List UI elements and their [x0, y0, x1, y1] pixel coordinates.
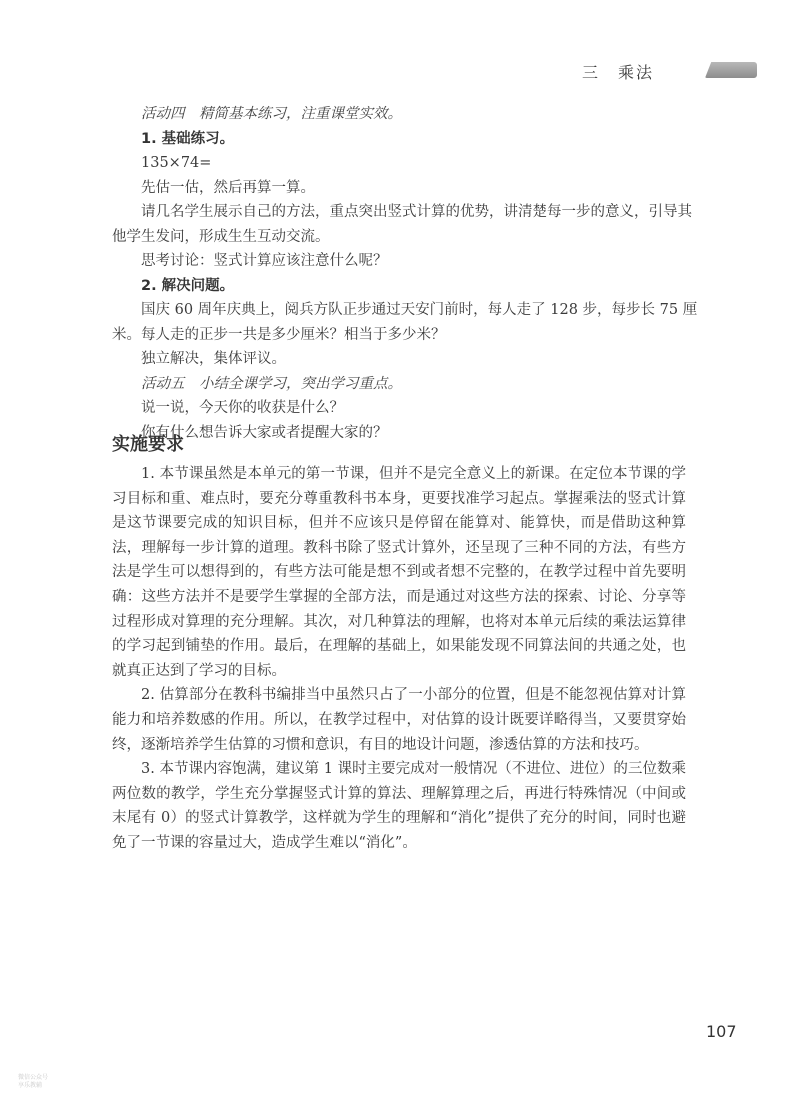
activity4-subheading-basic: 1. 基础练习。 [141, 130, 235, 147]
activity5-title: 活动五 小结全课学习，突出学习重点。 [141, 375, 402, 392]
requirement-paragraph-3: 3. 本节课内容饱满，建议第 1 课时主要完成对一般情况（不进位、进位）的三位数乘两位数的教学，学生充分掌握竖式计算的算法、理解算理之后，再进行特殊情况（中间或末尾有 0）的竖式计算教学，这样就为学生的理解和“消化”提供了充分的时间，同时也避免了一节课的容量过大，造成学生难以“消化”。 [112, 761, 686, 851]
activity4-text: 请几名学生展示自己的方法，重点突出竖式计算的优势，讲清楚每一步的意义，引导其 [141, 204, 692, 220]
activity5-text: 你有什么想告诉大家或者提醒大家的？ [141, 424, 388, 441]
activity4-text: 国庆 60 周年庆典上，阅兵方队正步通过天安门前时，每人走了 128 步，每步长 75 厘 [141, 302, 698, 318]
watermark-line: 微信公众号 [18, 1074, 49, 1081]
activity4-title: 活动四 精简基本练习，注重课堂实效。 [141, 106, 402, 122]
chapter-title: 三 乘法 [581, 63, 654, 82]
requirement-paragraph-2: 2. 估算部分在教科书编排当中虽然只占了一小部分的位置，但是不能忽视估算对计算能力和培养数感的作用。所以，在教学过程中，对估算的设计既要详略得当，又要贯穿始终，逐渐培养学生估算的习惯和意识，有目的地设计问题，渗透估算的方法和技巧。 [112, 687, 686, 753]
activity4-subheading-problem: 2. 解决问题。 [141, 277, 235, 294]
activity5-text: 说一说，今天你的收获是什么？ [141, 400, 344, 416]
header-tab-decoration [705, 62, 757, 78]
activity4-text: 思考讨论：竖式计算应该注意什么呢？ [141, 253, 388, 269]
activity-section [112, 102, 698, 445]
activity4-text: 他学生发问，形成生生互动交流。 [112, 228, 330, 245]
implementation-requirements [112, 462, 686, 856]
requirement-paragraph-1: 1. 本节课虽然是本单元的第一节课，但并不是完全意义上的新课。在定位本节课的学习目标和重、难点时，要充分尊重教科书本身，更要找准学习起点。掌握乘法的竖式计算是这节课要完成的知识目标，但并不应该只是停留在能算对、能算快，而是借助这种算法，理解每一步计算的道理。教科书除了竖式计算外，还呈现了三种不同的方法，有些方法是学生可以想得到的，有些方法可能是想不到或者想不完整的，在教学过程中首先要明确：这些方法并不是要学生掌握的全部方法，而是通过对这些方法的探索、讨论、分享等过程形成对算理的充分理解。其次，对几种算法的理解，也将对本单元后续的乘法运算律的学习起到铺垫的作用。最后，在理解的基础上，如果能发现不同算法间的共通之处，也就真正达到了学习的目标。 [112, 466, 686, 679]
watermark [18, 1074, 48, 1090]
section-heading: 实施要求 [112, 434, 184, 455]
activity4-text: 米。每人走的正步一共是多少厘米？相当于多少米？ [112, 326, 446, 343]
activity4-text: 独立解决，集体评议。 [141, 351, 286, 367]
page-number: 107 [706, 1022, 737, 1041]
activity4-text: 先估一估，然后再算一算。 [141, 179, 315, 196]
watermark-line: 享乐教辅 [18, 1082, 43, 1089]
activity4-expression: 135×74= [141, 155, 212, 171]
page-header [0, 60, 800, 88]
